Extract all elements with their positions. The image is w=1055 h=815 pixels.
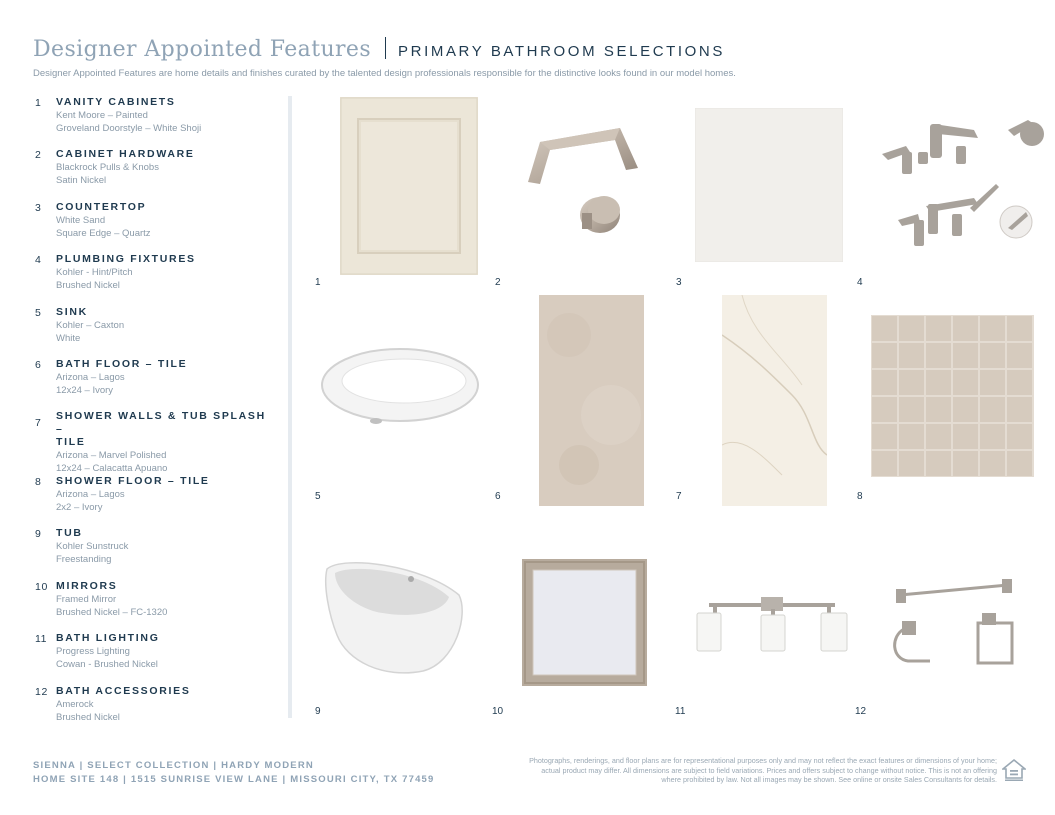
item-detail: Framed Mirror [56, 594, 117, 605]
list-item [35, 201, 275, 240]
item-number: 11 [35, 633, 48, 645]
item-detail: Kohler Sunstruck [56, 541, 129, 552]
page-title: Designer Appointed Features [33, 37, 372, 62]
item-name: TUB [56, 527, 83, 539]
item-detail: Brushed Nickel [56, 712, 120, 723]
quartz-swatch-image [695, 108, 843, 262]
cabinet-door-image [340, 97, 478, 275]
item-detail: Kohler – Caxton [56, 320, 125, 331]
grid-number: 6 [495, 491, 501, 502]
item-number: 6 [35, 359, 42, 371]
item-name: BATH FLOOR – TILE [56, 358, 188, 370]
lagos-tile-image [539, 295, 644, 506]
item-detail: Arizona – Marvel Polished [56, 450, 167, 461]
footer-community: SIENNA | SELECT COLLECTION | HARDY MODERN [33, 760, 314, 771]
freestanding-tub-image [323, 555, 468, 677]
item-detail: 12x24 – Ivory [56, 385, 114, 396]
grid-number: 10 [492, 706, 504, 717]
item-detail: Arizona – Lagos [56, 489, 125, 500]
list-item [35, 148, 275, 187]
item-name: MIRRORS [56, 580, 118, 592]
item-detail: Arizona – Lagos [56, 372, 125, 383]
grid-number: 3 [676, 277, 682, 288]
item-detail: Brushed Nickel – FC-1320 [56, 607, 168, 618]
item-detail: Kohler - Hint/Pitch [56, 267, 133, 278]
grid-number: 1 [315, 277, 321, 288]
item-number: 8 [35, 476, 42, 488]
item-detail: Amerock [56, 699, 94, 710]
item-name: BATH ACCESSORIES [56, 685, 191, 697]
item-detail: Freestanding [56, 554, 112, 565]
grid-number: 4 [857, 277, 863, 288]
grid-number: 8 [857, 491, 863, 502]
item-number: 12 [35, 686, 48, 698]
cabinet-pull-knob-image [520, 120, 645, 240]
item-detail: Cowan - Brushed Nickel [56, 659, 158, 670]
item-detail: White [56, 333, 81, 344]
item-number: 4 [35, 254, 42, 266]
list-item [35, 96, 275, 135]
item-number: 2 [35, 149, 42, 161]
list-item [35, 685, 275, 724]
item-name: VANITY CABINETS [56, 96, 176, 108]
list-item [35, 475, 275, 514]
grid-number: 5 [315, 491, 321, 502]
column-divider [288, 96, 292, 718]
item-name: COUNTERTOP [56, 201, 147, 213]
item-name-continued: TILE [56, 436, 86, 448]
footer-homesite: HOME SITE 148 | 1515 SUNRISE VIEW LANE | MISSOURI CITY, TX 77459 [33, 774, 435, 785]
footer-disclaimer: Photographs, renderings, and floor plans are for representational purposes only and may not reflect the exact features or dimensions of your home; actual product may differ. All dimensions are subject to field variations. Prices and offers subject to change without notice. This is not an offering where prohibited by law. Not all images may be shown. See online or onsite Sales Consultants for details. [529, 756, 997, 785]
item-name: SHOWER WALLS & TUB SPLASH – [56, 410, 266, 435]
list-item [35, 580, 275, 619]
title-row [33, 34, 1023, 62]
vanity-light-image [695, 595, 850, 653]
bath-accessories-image [888, 577, 1018, 669]
page-header [33, 34, 1023, 79]
item-detail: Square Edge – Quartz [56, 228, 151, 239]
item-name: BATH LIGHTING [56, 632, 160, 644]
faucet-set-image [878, 112, 1048, 252]
item-detail: 12x24 – Calacatta Apuano [56, 463, 168, 474]
item-name: CABINET HARDWARE [56, 148, 195, 160]
footer-address [33, 759, 435, 787]
item-detail: 2x2 – Ivory [56, 502, 103, 513]
list-item [35, 253, 275, 292]
item-number: 3 [35, 202, 42, 214]
grid-number: 12 [855, 706, 867, 717]
item-number: 1 [35, 97, 42, 109]
item-detail: White Sand [56, 215, 106, 226]
calacatta-tile-image [722, 295, 827, 506]
item-detail: Groveland Doorstyle – White Shoji [56, 123, 202, 134]
item-number: 10 [35, 581, 48, 593]
item-detail: Progress Lighting [56, 646, 130, 657]
item-name: SHOWER FLOOR – TILE [56, 475, 210, 487]
undermount-sink-image [320, 345, 483, 427]
equal-housing-icon [1002, 758, 1026, 782]
grid-number: 2 [495, 277, 501, 288]
item-name: SINK [56, 306, 88, 318]
item-detail: Brushed Nickel [56, 280, 120, 291]
item-name: PLUMBING FIXTURES [56, 253, 196, 265]
list-item [35, 358, 275, 397]
list-item [35, 306, 275, 345]
item-detail: Kent Moore – Painted [56, 110, 148, 121]
page-subtitle: PRIMARY BATHROOM SELECTIONS [398, 43, 725, 60]
grid-number: 7 [676, 491, 682, 502]
list-item [35, 632, 275, 671]
item-detail: Blackrock Pulls & Knobs [56, 162, 159, 173]
grid-number: 9 [315, 706, 321, 717]
item-number: 9 [35, 528, 42, 540]
title-divider [385, 37, 386, 59]
grid-number: 11 [675, 706, 686, 717]
list-item [35, 410, 275, 475]
item-number: 5 [35, 307, 42, 319]
framed-mirror-image [522, 559, 647, 686]
list-item [35, 527, 275, 566]
item-detail: Satin Nickel [56, 175, 107, 186]
mosaic-tile-image [871, 315, 1034, 477]
intro-text: Designer Appointed Features are home details and finishes curated by the talented design professionals responsible for the distinctive looks found in our model homes. [33, 68, 736, 79]
item-number: 7 [35, 417, 42, 429]
